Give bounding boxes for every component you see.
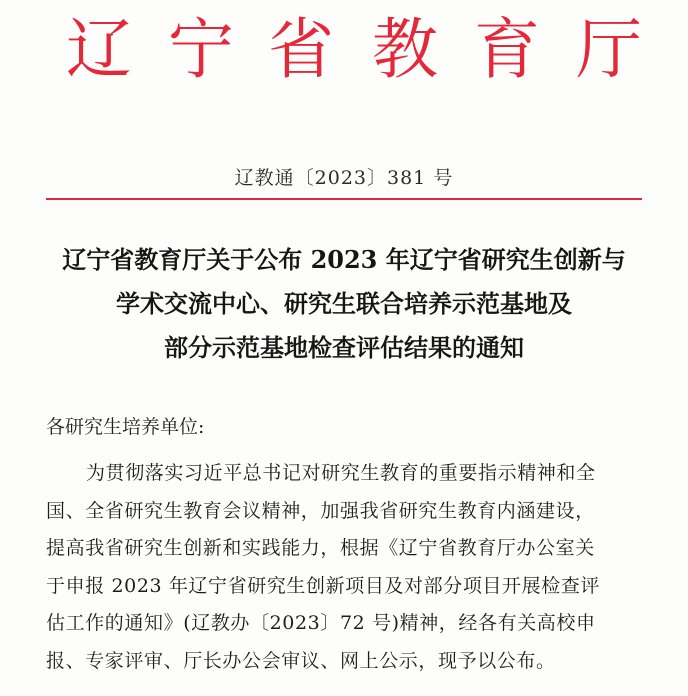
masthead-char: 育 (474, 11, 540, 88)
masthead-char: 宁 (168, 11, 234, 88)
masthead-char: 辽 (66, 11, 132, 88)
body-line: 提高我省研究生创新和实践能力，根据《辽宁省教育厅办公室关 (46, 537, 595, 559)
body-line: 估工作的通知》(辽教办〔2023〕72 号)精神，经各有关高校申 (46, 612, 596, 634)
body-line: 于申报 2023 年辽宁省研究生创新项目及对部分项目开展检查评 (46, 574, 601, 597)
masthead-char: 教 (372, 11, 438, 88)
title-line: 辽宁省教育厅关于公布 2023 年辽宁省研究生创新与 (62, 245, 626, 274)
body-line: 国、全省研究生教育会议精神，加强我省研究生教育内涵建设， (46, 499, 595, 522)
document-title (0, 238, 688, 370)
title-line: 部分示范基地检查评估结果的通知 (164, 333, 524, 362)
red-divider (46, 198, 642, 200)
document-number: 辽教通〔2023〕381 号 (234, 167, 454, 189)
masthead (0, 10, 688, 90)
masthead-char: 厅 (576, 11, 642, 88)
title-line: 学术交流中心、研究生联合培养示范基地及 (116, 289, 572, 318)
body-line: 报、专家评审、厅长办公会审议、网上公示，现予以公布。 (46, 649, 556, 672)
body-line: 为贯彻落实习近平总书记对研究生教育的重要指示精神和全 (86, 462, 596, 484)
masthead-char: 省 (268, 11, 334, 88)
body-paragraph (46, 455, 650, 680)
salutation: 各研究生培养单位: (46, 416, 205, 438)
